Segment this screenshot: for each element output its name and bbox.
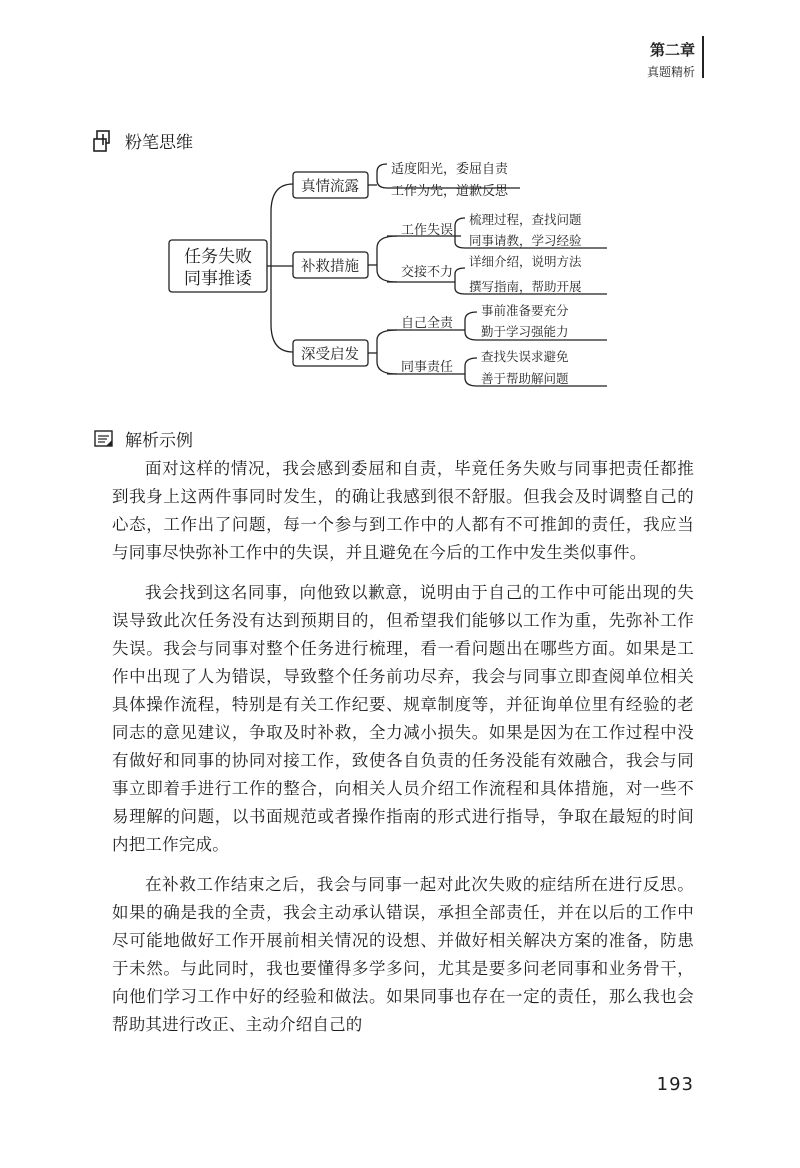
running-header: [647, 38, 695, 82]
section-title-label: 粉笔思维: [125, 133, 193, 153]
sub-branch-label: 自己全责: [401, 316, 454, 331]
leaf-text: 查找失误求避免: [481, 349, 569, 364]
paragraph: 面对这样的情况，我会感到委屈和自责，毕竟任务失败与同事把责任都推到我身上这两件事同时发生，的确让我感到很不舒服。但我会及时调整自己的心态，工作出了问题，每一个参与到工作中的人都有不可推卸的责任，我应当与同事尽快弥补工作中的失误，并且避免在今后的工作中发生类似事件。: [112, 459, 694, 562]
chapter-subtitle: 真题精析: [646, 65, 695, 79]
leaf-text: 事前准备要充分: [481, 303, 569, 318]
sub-branch-label: 交接不力: [401, 265, 454, 280]
sub-branch-label: 工作失误: [401, 223, 454, 238]
branch-label-2: 补救措施: [301, 259, 359, 275]
paragraph: 我会找到这名同事，向他致以歉意，说明由于自己的工作中可能出现的失误导致此次任务没有达到预期目的，但希望我们能够以工作为重，先弥补工作失误。我会与同事对整个任务进行梳理，看一看问题出在哪些方面。如果是工作中出现了人为错误，导致整个任务前功尽弃，我会与同事立即查阅单位相关具体操作流程，特别是有关工作纪要、规章制度等，并征询单位里有经验的老同志的意见建议，争取及时补救，全力减小损失。如果是因为在工作过程中没有做好和同事的协同对接工作，致使各自负责的任务没能有效融合，我会与同事立即着手进行工作的整合，向相关人员介绍工作流程和具体措施，对一些不易理解的问题，以书面规范或者操作指南的形式进行指导，争取在最短的时间内把工作完成。: [112, 583, 694, 854]
analysis-body: [112, 455, 694, 1051]
page-number: 193: [656, 1074, 694, 1095]
leaf-text: 详细介绍，说明方法: [469, 254, 582, 269]
mindmap-root-line1: 任务失败: [184, 247, 252, 267]
leaf-text: 撰写指南，帮助开展: [469, 279, 582, 294]
leaf-text: 勤于学习强能力: [481, 324, 569, 339]
header-divider: [702, 36, 704, 78]
section-title-label: 解析示例: [125, 431, 193, 451]
chapter-label: 第二章: [649, 41, 695, 59]
leaf-text: 同事请教，学习经验: [469, 233, 582, 248]
memo-icon: [93, 429, 115, 449]
mindmap-section-title: [93, 128, 193, 153]
leaf-text: 适度阳光，委屈自责: [391, 162, 509, 177]
leaf-text: 善于帮助解问题: [481, 371, 569, 386]
branch-label-1: 真情流露: [301, 179, 359, 195]
mindmap-root-line2: 同事推诿: [184, 269, 252, 289]
branch-label-3: 深受启发: [301, 347, 359, 363]
analysis-section-title: [93, 426, 193, 451]
mind-map: [165, 152, 625, 397]
sub-branch-label: 同事责任: [401, 360, 454, 375]
paragraph: 在补救工作结束之后，我会与同事一起对此次失败的症结所在进行反思。如果的确是我的全责，我会主动承认错误，承担全部责任，并在以后的工作中尽可能地做好工作开展前相关情况的设想、并做好相关解决方案的准备，防患于未然。与此同时，我也要懂得多学多问，尤其是要多问老同事和业务骨干，向他们学习工作中好的经验和做法。如果同事也存在一定的责任，那么我也会帮助其进行改正、主动介绍自己的: [112, 875, 694, 1034]
puzzle-icon: [93, 130, 115, 152]
leaf-text: 梳理过程，查找问题: [469, 212, 582, 227]
leaf-text: 工作为先，道歉反思: [391, 184, 509, 199]
